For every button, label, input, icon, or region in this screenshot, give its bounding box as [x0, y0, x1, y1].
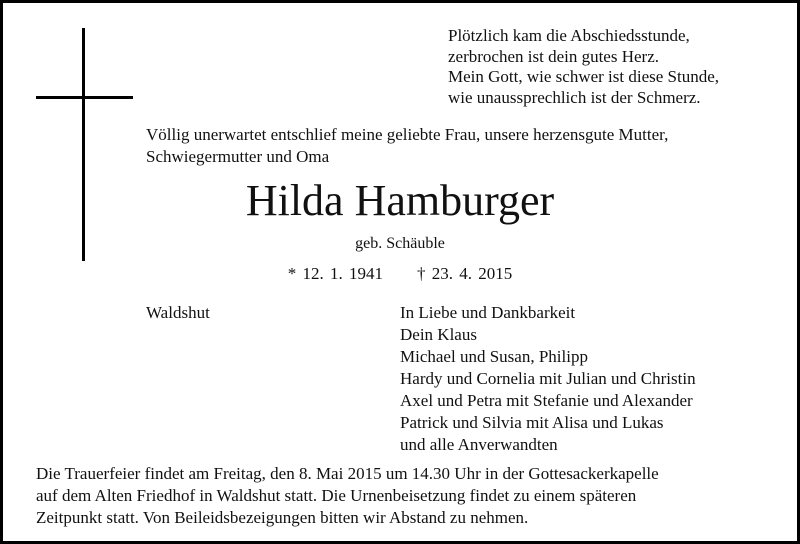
maiden-name: geb. Schäuble	[355, 235, 445, 252]
funeral-info-line: auf dem Alten Friedhof in Waldshut statt. Die Urnenbeisetzung findet zu einem späteren	[36, 486, 637, 505]
birth-date: * 12. 1. 1941	[287, 264, 383, 283]
poem	[448, 26, 719, 108]
intro-text	[146, 124, 668, 168]
deceased-name: Hilda Hamburger	[245, 176, 555, 225]
poem-line: Plötzlich kam die Abschiedsstunde,	[448, 26, 690, 45]
funeral-info-line: Die Trauerfeier findet am Freitag, den 8. Mai 2015 um 14.30 Uhr in der Gottesackerkapelle	[36, 464, 659, 483]
funeral-info	[36, 463, 659, 529]
mourner-line: Hardy und Cornelia mit Julian und Christin	[400, 369, 696, 388]
life-dates	[3, 263, 797, 285]
cross-horizontal-bar	[36, 96, 133, 99]
intro-line: Völlig unerwartet entschlief meine geliebte Frau, unsere herzensgute Mutter,	[146, 125, 669, 144]
poem-line: zerbrochen ist dein gutes Herz.	[448, 46, 659, 66]
mourner-line: In Liebe und Dankbarkeit	[400, 303, 576, 322]
mourners-list	[400, 302, 696, 456]
place-name: Waldshut	[146, 303, 210, 322]
funeral-info-line: Zeitpunkt statt. Von Beileidsbezeigungen bitten wir Abstand zu nehmen.	[36, 508, 529, 527]
mourner-line: Michael und Susan, Philipp	[400, 347, 588, 366]
intro-line: Schwiegermutter und Oma	[146, 147, 330, 166]
poem-line: Mein Gott, wie schwer ist diese Stunde,	[448, 67, 720, 86]
poem-line: wie unaussprechlich ist der Schmerz.	[448, 87, 701, 107]
death-date: † 23. 4. 2015	[417, 264, 513, 283]
mourner-line: und alle Anverwandten	[400, 435, 558, 454]
mourner-line: Dein Klaus	[400, 325, 477, 344]
mourner-line: Patrick und Silvia mit Alisa und Lukas	[400, 413, 664, 432]
mourner-line: Axel und Petra mit Stefanie und Alexander	[400, 391, 693, 410]
